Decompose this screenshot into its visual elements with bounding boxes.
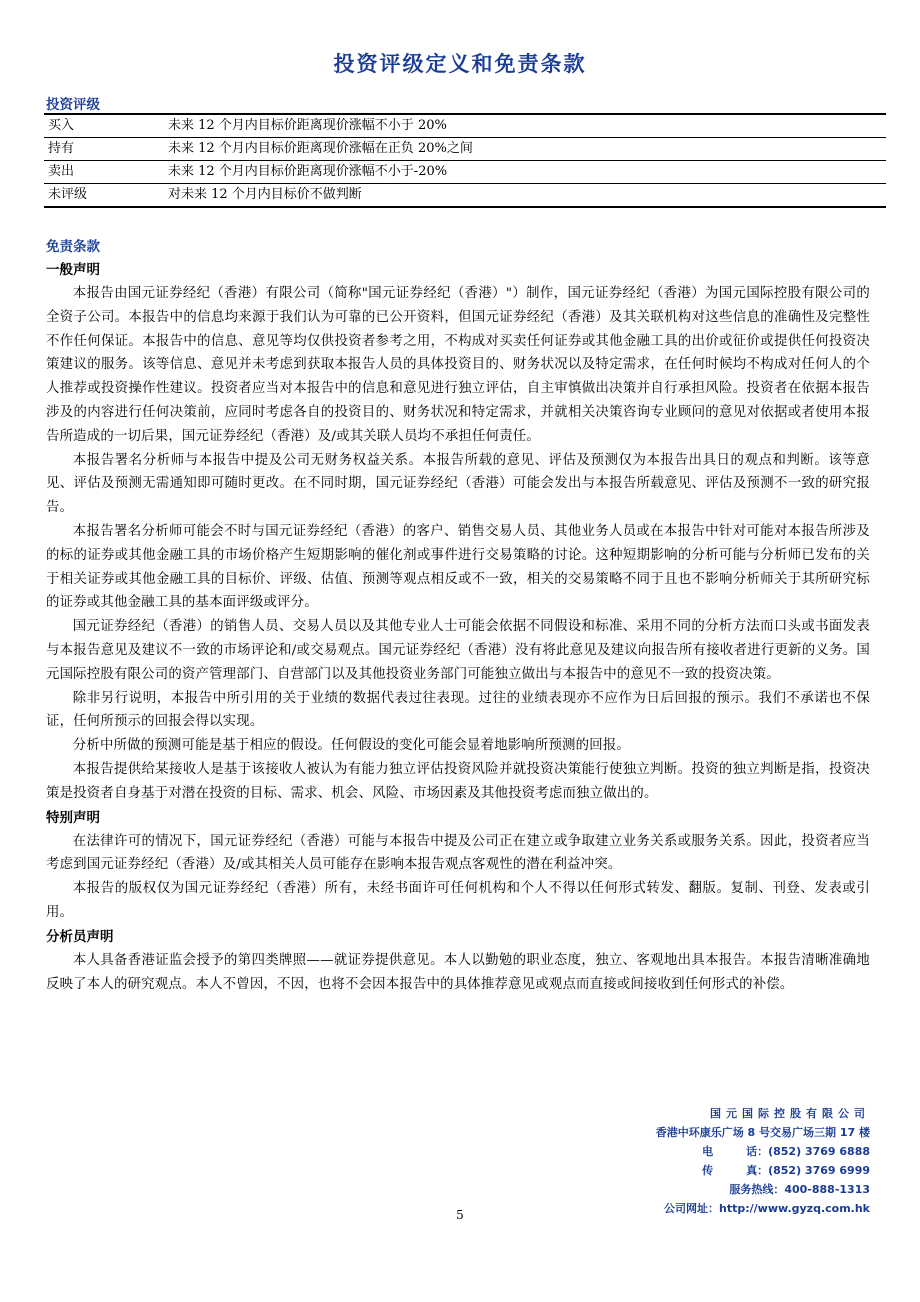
rating-desc: 未来 12 个月内目标价距离现价涨幅不小于 20%	[168, 118, 447, 133]
rating-desc: 未来 12 个月内目标价距离现价涨幅不小于-20%	[164, 161, 886, 184]
rating-label: 买入	[48, 118, 75, 133]
table-row	[44, 114, 886, 138]
table-row	[44, 184, 886, 208]
rating-label: 未评级	[44, 184, 164, 208]
company-address: 香港中环康乐广场 8 号交易广场三期 17 楼	[655, 1126, 870, 1139]
special-paragraph: 在法律许可的情况下，国元证券经纪（香港）可能与本报告中提及公司正在建立或争取建立业务关系或服务关系。因此，投资者应当考虑到国元证券经纪（香港）及/或其相关人员可能存在影响本报告观点客观性的潜在利益冲突。	[46, 833, 870, 873]
rating-desc: 对未来 12 个月内目标价不做判断	[164, 184, 886, 208]
contact-block	[656, 1104, 870, 1218]
general-paragraph: 本报告提供给某接收人是基于该接收人被认为有能力独立评估投资风险并就投资决策能行使独立判断。投资的独立判断是指，投资决策是投资者自身基于对潜在投资的目标、需求、机会、风险、市场因素及其他投资考虑而独立做出的。	[46, 761, 870, 801]
company-phone: 电 话：(852) 3769 6888	[702, 1145, 870, 1158]
special-heading: 特别声明	[46, 809, 100, 826]
rating-label: 持有	[44, 138, 164, 161]
company-hotline: 服务热线：400-888-1313	[729, 1183, 870, 1196]
page-title: 投资评级定义和免责条款	[333, 52, 587, 76]
general-paragraph: 本报告由国元证券经纪（香港）有限公司（简称"国元证券经纪（香港）"）制作，国元证券经纪（香港）为国元国际控股有限公司的全资子公司。本报告中的信息均来源于我们认为可靠的已公开资料，但国元证券经纪（香港）及其关联机构对这些信息的准确性及完整性不作任何保证。本报告中的信息、意见等均仅供投资者参考之用，不构成对买卖任何证券或其他金融工具的出价或征价或提供任何投资决策建议的服务。该等信息、意见并未考虑到获取本报告人员的具体投资目的、财务状况以及特定需求，在任何时候均不构成对任何人的个人推荐或投资操作性建议。投资者应当对本报告中的信息和意见进行独立评估，自主审慎做出决策并自行承担风险。投资者在依据本报告涉及的内容进行任何决策前，应同时考虑各自的投资目的、财务状况和特定需求，并就相关决策咨询专业顾问的意见对依据或者使用本报告所造成的一切后果，国元证券经纪（香港）及/或其关联人员均不承担任何责任。	[46, 286, 870, 444]
table-row	[44, 161, 886, 184]
page-number: 5	[456, 1208, 464, 1222]
general-paragraph: 国元证券经纪（香港）的销售人员、交易人员以及其他专业人士可能会依据不同假设和标准、采用不同的分析方法而口头或书面发表与本报告意见及建议不一致的市场评论和/或交易观点。国元证券经纪（香港）没有将此意见及建议向报告所有接收者进行更新的义务。国元国际控股有限公司的资产管理部门、自营部门以及其他投资业务部门可能独立做出与本报告中的意见不一致的投资决策。	[46, 619, 870, 682]
company-fax: 传 真：(852) 3769 6999	[702, 1164, 870, 1177]
company-website[interactable]: 公司网址：http://www.gyzq.com.hk	[664, 1202, 870, 1215]
analyst-paragraph: 本人具备香港证监会授予的第四类牌照——就证券提供意见。本人以勤勉的职业态度，独立、客观地出具本报告。本报告清晰准确地反映了本人的研究观点。本人不曾因，不因，也将不会因本报告中的具体推荐意见或观点而直接或间接收到任何形式的补偿。	[46, 952, 870, 992]
general-heading: 一般声明	[46, 262, 100, 278]
analyst-heading: 分析员声明	[46, 928, 114, 945]
disclaimer-heading: 免责条款	[46, 239, 100, 255]
rating-heading: 投资评级	[46, 97, 100, 113]
company-name: 国元国际控股有限公司	[710, 1107, 870, 1120]
general-paragraph: 本报告署名分析师可能会不时与国元证券经纪（香港）的客户、销售交易人员、其他业务人员或在本报告中针对可能对本报告所涉及的标的证券或其他金融工具的市场价格产生短期影响的催化剂或事件进行交易策略的讨论。这种短期影响的分析可能与分析师已发布的关于相关证券或其他金融工具的目标价、评级、估值、预测等观点相反或不一致，相关的交易策略不同于且也不影响分析师关于其所研究标的证券或其他金融工具的基本面评级或评分。	[46, 523, 870, 611]
rating-table	[44, 113, 886, 208]
table-row	[44, 138, 886, 161]
rating-desc: 未来 12 个月内目标价距离现价涨幅在正负 20%之间	[164, 138, 886, 161]
disclaimer-body	[46, 258, 870, 996]
special-paragraph: 本报告的版权仅为国元证券经纪（香港）所有，未经书面许可任何机构和个人不得以任何形式转发、翻版。复制、刊登、发表或引用。	[46, 881, 870, 920]
general-paragraph: 本报告署名分析师与本报告中提及公司无财务权益关系。本报告所载的意见、评估及预测仅为本报告出具日的观点和判断。该等意见、评估及预测无需通知即可随时更改。在不同时期，国元证券经纪（香港）可能会发出与本报告所载意见、评估及预测不一致的研究报告。	[46, 452, 870, 516]
general-paragraph: 除非另行说明，本报告中所引用的关于业绩的数据代表过往表现。过往的业绩表现亦不应作为日后回报的预示。我们不承诺也不保证，任何所预示的回报会得以实现。	[46, 690, 870, 730]
general-paragraph: 分析中所做的预测可能是基于相应的假设。任何假设的变化可能会显着地影响所预测的回报。	[72, 738, 631, 754]
rating-label: 卖出	[44, 161, 164, 184]
